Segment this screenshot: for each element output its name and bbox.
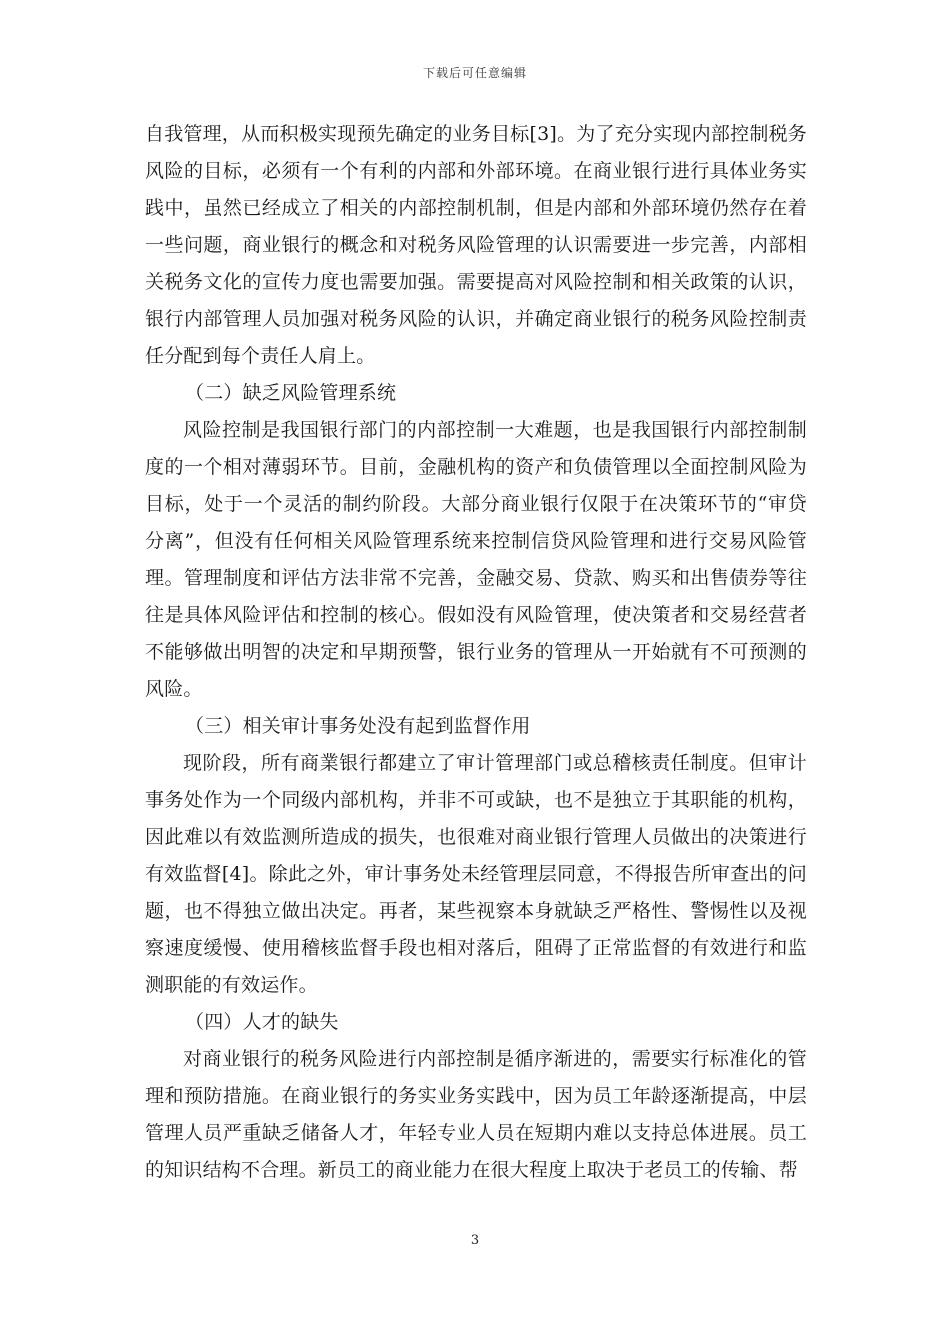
paragraph-2: 风险控制是我国银行部门的内部控制一大难题，也是我国银行内部控制制度的一个相对薄弱环节。目前，金融机构的资产和负债管理以全面控制风险为目标，处于一个灵活的制约阶段。大部分商业银行仅限于在决策环节的“审贷分离”，但没有任何相关风险管理系统来控制信贷风险管理和进行交易风险管理。管理制度和评估方法非常不完善，金融交易、贷款、购买和出售债券等往往是具体风险评估和控制的核心。假如没有风险管理，使决策者和交易经营者不能够做出明智的决定和早期预警，银行业务的管理从一开始就有不可预测的风险。 (145, 419, 807, 700)
section-heading-2: （二）缺乏风险管理系统 (185, 382, 397, 404)
section-heading-4: （四）人才的缺失 (185, 1011, 339, 1033)
document-body (145, 116, 807, 1189)
page-header-note: 下载后可任意编辑 (422, 66, 527, 80)
paragraph-4: 对商业银行的税务风险进行内部控制是循序渐进的，需要实行标准化的管理和预防措施。在商业银行的务实业务实践中，因为员工年龄逐渐提高，中层管理人员严重缺乏储备人才，年轻专业人员在短期内难以支持总体进展。员工的知识结构不合理。新员工的商业能力在很大程度上取决于老员工的传输、帮 (145, 1048, 807, 1181)
page-number: 3 (470, 1233, 480, 1248)
paragraph-1: 自我管理，从而积极实现预先确定的业务目标[3]。为了充分实现内部控制税务风险的目标，必须有一个有利的内部和外部环境。在商业银行进行具体业务实践中，虽然已经成立了相关的内部控制机制，但是内部和外部环境仍然存在着一些问题，商业银行的概念和对税务风险管理的认识需要进一步完善，内部相关税务文化的宣传力度也需要加强。需要提高对风险控制和相关政策的认识，银行内部管理人员加强对税务风险的认识，并确定商业银行的税务风险控制责任分配到每个责任人肩上。 (145, 123, 807, 367)
section-heading-3: （三）相关审计事务处没有起到监督作用 (185, 715, 531, 737)
paragraph-3: 现阶段，所有商業银行都建立了审计管理部门或总稽核责任制度。但审计事务处作为一个同级内部机构，并非不可或缺，也不是独立于其职能的机构，因此难以有效监测所造成的损失，也很难对商业银行管理人员做出的决策进行有效监督[4]。除此之外，审计事务处未经管理层同意，不得报告所审查出的问题，也不得独立做出决定。再者，某些视察本身就缺乏严格性、警惕性以及视察速度缓慢、使用稽核监督手段也相对落后，阻碍了正常监督的有效进行和监测职能的有效运作。 (145, 752, 807, 996)
